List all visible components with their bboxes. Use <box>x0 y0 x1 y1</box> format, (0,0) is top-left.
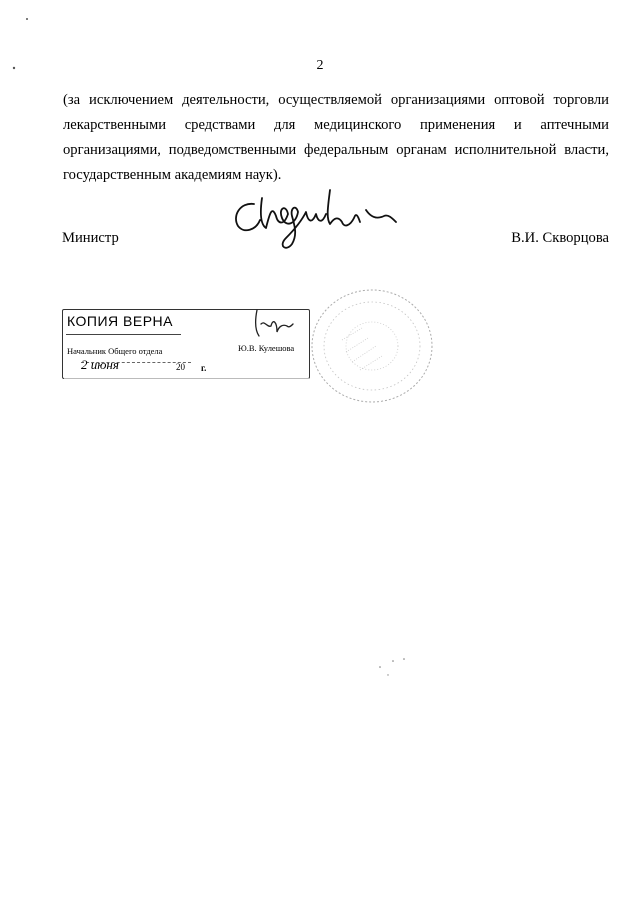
stamp-divider <box>66 334 181 335</box>
body-line: (за исключением деятельности, осуществляемой организациями оптовой торговли <box>63 92 609 108</box>
stamp-handwritten-date: 2 июня <box>81 357 119 372</box>
stamp-person: Ю.В. Кулешова <box>238 343 295 353</box>
body-line: лекарственными средствами для медицинского применения и аптечными <box>63 117 609 133</box>
signatory-name: В.И. Скворцова <box>511 230 609 246</box>
body-line: государственным академиям наук). <box>63 167 282 183</box>
page-number: 2 <box>316 58 324 73</box>
stamp-shadow-line <box>64 378 310 379</box>
stamp-year-suffix: г. <box>201 363 207 373</box>
body-line: организациями, подведомственными федеральным органам исполнительной власти, <box>63 142 609 158</box>
stamp-title: КОПИЯ ВЕРНА <box>67 313 173 329</box>
copy-certification-stamp <box>62 309 310 379</box>
copy-signature <box>251 306 295 344</box>
body-paragraph <box>63 88 609 188</box>
stamp-year: 20 <box>176 362 185 372</box>
stamp-position: Начальник Общего отдела <box>67 346 163 356</box>
signatory-title: Министр <box>62 230 119 246</box>
official-seal <box>302 280 442 410</box>
minister-signature <box>226 182 406 254</box>
